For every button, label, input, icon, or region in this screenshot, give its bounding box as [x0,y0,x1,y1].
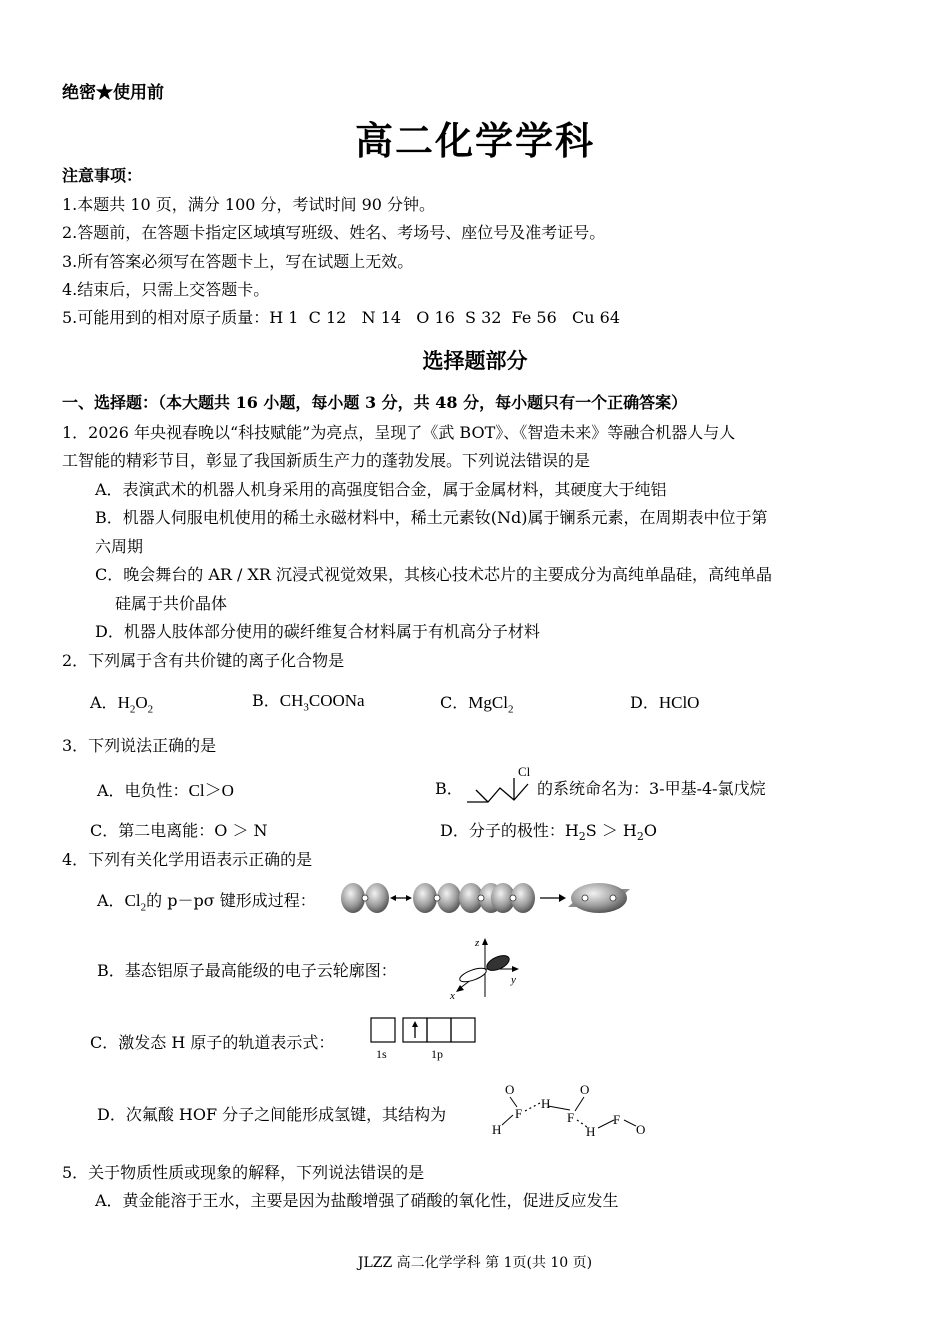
q3-option-a: A．电负性：Cl＞O [97,781,234,800]
q4-p-orbital-axes [445,935,525,1005]
x-axis-label: x [450,990,455,1002]
label-1s: 1s [376,1047,387,1061]
q4-stem: 4．下列有关化学用语表示正确的是 [62,850,313,869]
y-axis-label: y [511,974,516,986]
orbital-box-1p-2 [427,1018,451,1042]
orbital-box-1s [371,1018,395,1042]
q4-cl2: $Cl_2$ [124,891,147,914]
q4-option-d: D．次氟酸 HOF 分子之间能形成氢键，其结构为 [97,1105,447,1124]
notice-item-1: 1.本题共 10 页，满分 100 分，考试时间 90 分钟。 [62,195,436,214]
q4-orbital-diagram [368,1015,483,1063]
q1-stem-line2: 工智能的精彩节目，彰显了我国新质生产力的蓬勃发展。下列说法错误的是 [62,451,591,470]
q3-cl-label: Cl [518,764,531,779]
q2-option-a [90,690,153,715]
q1-option-b-line2: 六周期 [95,537,144,556]
q2-option-c-label: C． [440,693,469,712]
p-orbital-left [341,883,389,913]
part-heading: 一、选择题：（本大题共 16 小题，每小题 3 分，共 48 分，每小题只有一个正确答案） [62,393,688,412]
q1-option-d: D．机器人肢体部分使用的碳纤维复合材料属于有机高分子材料 [95,622,540,641]
notice-item-3: 3.所有答案必须写在答题卡上，写在试题上无效。 [62,252,414,271]
q3-carbon-chain [467,784,528,802]
q4-option-c: C．激发态 H 原子的轨道表示式： [90,1033,335,1052]
q1-option-b-line1: B．机器人伺服电机使用的稀土永磁材料中，稀土元素钕(Nd)属于镧系元素，在周期表中位于第 [95,508,768,527]
double-arrow-icon [390,895,412,901]
sigma-bond-orbital [568,883,630,913]
q3-methyl-branch [476,790,488,802]
q5-option-a: A．黄金能溶于王水，主要是因为盐酸增强了硝酸的氧化性，促进反应发生 [95,1191,619,1210]
atom-o-1: O [505,1082,515,1097]
p-orbital-right [413,883,461,913]
overlapping-orbitals [459,883,535,913]
q3-formula-a: Cl＞O [188,781,234,800]
atom-o-2: O [580,1082,590,1097]
q3-skeletal-structure [462,760,536,808]
section-title: 选择题部分 [422,348,528,373]
atom-h-2: H [541,1096,551,1111]
atom-o-3: O [636,1122,646,1137]
atom-h-1: H [492,1122,502,1137]
q1-stem-line1: 1．2026 年央视春晚以“科技赋能”为亮点，呈现了《武 BOT》、《智造未来》等融合机器人与人 [62,423,736,442]
orbital-lobe-back [485,952,512,973]
q1-option-c-line2: 硅属于共价晶体 [115,594,228,613]
atom-f-3: F [613,1112,621,1127]
q2-option-d-label: D． [630,693,659,712]
q2-option-a-label: A． [90,693,118,712]
q3-option-d: D．分子的极性：$H_2S > H_2O$ [440,821,658,844]
q3-option-b-label: B． [435,779,463,798]
page-footer: JLZZ 高二化学学科 第 1页(共 10 页) [357,1255,593,1271]
q2-formula-d: HClO [658,693,700,712]
q3-stem: 3．下列说法正确的是 [62,736,217,755]
arrow-icon [540,894,566,902]
q2-formula-b: $CH_3COONa$ [279,691,365,714]
q2-option-b [252,688,365,713]
notice-heading: 注意事项： [62,166,143,185]
orbital-lobe-front [458,966,488,985]
q2-option-c [440,690,513,715]
q1-option-c-line1: C．晚会舞台的 AR / XR 沉浸式视觉效果，其核心技术芯片的主要成分为高纯单晶硅，高纯单晶 [95,565,773,584]
q4-option-b: B．基态铝原子最高能级的电子云轮廓图： [97,961,397,980]
q2-formula-c: MgCl$_2$ [468,693,514,716]
page-title: 高二化学学科 [354,118,595,163]
atom-h-3: H [586,1124,596,1139]
q3-option-c: C．第二电离能：O ＞ N [90,821,268,840]
q2-option-b-label: B． [252,691,280,710]
z-axis-label: z [475,937,480,949]
q4-option-a: A．$Cl_2$的 p－pσ 键形成过程： [97,891,316,914]
q1-option-a: A．表演武术的机器人机身采用的高强度铝合金，属于金属材料，其硬度大于纯铝 [95,480,667,499]
secret-label: 绝密★使用前 [62,83,164,103]
q2-option-d [630,690,699,713]
notice-item-4: 4.结束后，只需上交答题卡。 [62,280,270,299]
q2-formula-a: $H_2O_2$ [117,693,154,716]
q5-stem: 5．关于物质性质或现象的解释，下列说法错误的是 [62,1163,425,1182]
q2-stem: 2．下列属于含有共价键的离子化合物是 [62,651,345,670]
q3-option-b-text: 的系统命名为：3-甲基-4-氯戊烷 [537,779,766,798]
atom-f-1: F [515,1106,523,1121]
notice-item-5: 5.可能用到的相对原子质量：H 1 C 12 N 14 O 16 S 32 Fe 56 Cu 64 [62,308,621,327]
label-1p: 1p [431,1047,443,1061]
notice-item-2: 2.答题前，在答题卡指定区域填写班级、姓名、考场号、座位号及准考证号。 [62,223,606,242]
orbital-box-1p-3 [451,1018,475,1042]
q4-hydrogen-bond-structure [488,1080,658,1140]
electron-up-arrow-icon [412,1021,418,1038]
q4-sigma-bond-diagram [340,873,630,923]
atom-f-2: F [567,1110,575,1125]
